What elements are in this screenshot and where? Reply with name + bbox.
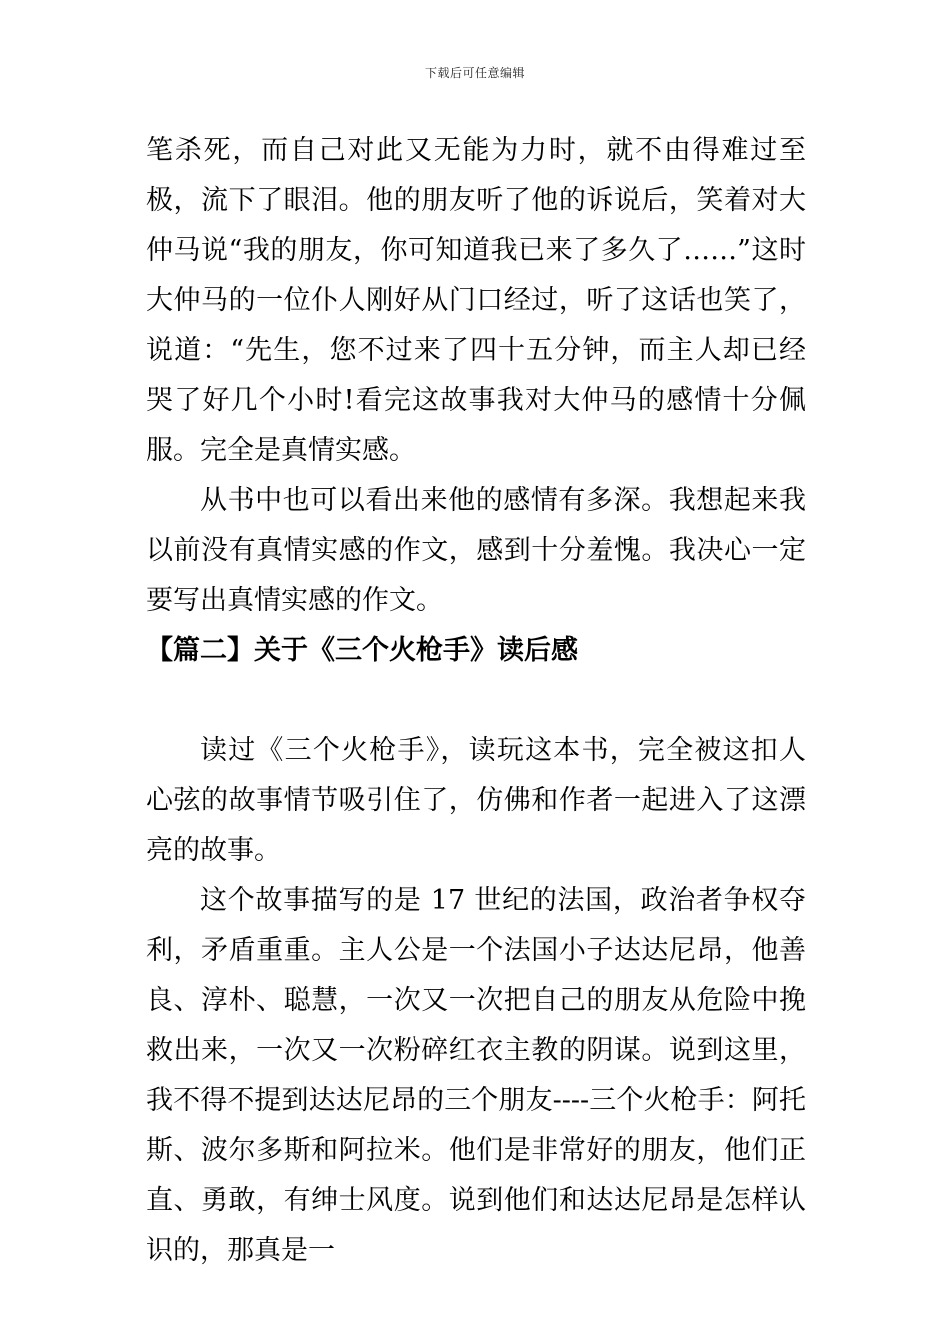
blank-line bbox=[146, 676, 806, 726]
paragraph-4: 这个故事描写的是 17 世纪的法国，政治者争权夺利，矛盾重重。主人公是一个法国小子达达尼昂，他善良、淳朴、聪慧，一次又一次把自己的朋友从危险中挽救出来，一次又一次粉碎红衣主教的阴谋。说到这里，我不得不提到达达尼昂的三个朋友----三个火枪手：阿托斯、波尔多斯和阿拉米。他们是非常好的朋友，他们正直、勇敢，有绅士风度。说到他们和达达尼昂是怎样认识的，那真是一 bbox=[146, 885, 806, 1266]
paragraph-1: 笔杀死，而自己对此又无能为力时，就不由得难过至极，流下了眼泪。他的朋友听了他的诉说后，笑着对大仲马说“我的朋友，你可知道我已来了多久了……”这时大仲马的一位仆人刚好从门口经过，听了这话也笑了，说道：“先生，您不过来了四十五分钟，而主人却已经哭了好几个小时!看完这故事我对大仲马的感情十分佩服。完全是真情实感。 bbox=[146, 135, 806, 466]
document-body bbox=[146, 126, 806, 1276]
paragraph-2: 从书中也可以看出来他的感情有多深。我想起来我以前没有真情实感的作文，感到十分羞愧。我决心一定要写出真情实感的作文。 bbox=[146, 485, 806, 616]
page-header: 下载后可任意编辑 bbox=[424, 66, 525, 80]
section-heading: 【篇二】关于《三个火枪手》读后感 bbox=[146, 635, 578, 666]
paragraph-3: 读过《三个火枪手》，读玩这本书，完全被这扣人心弦的故事情节吸引住了，仿佛和作者一起进入了这漂亮的故事。 bbox=[146, 735, 806, 866]
